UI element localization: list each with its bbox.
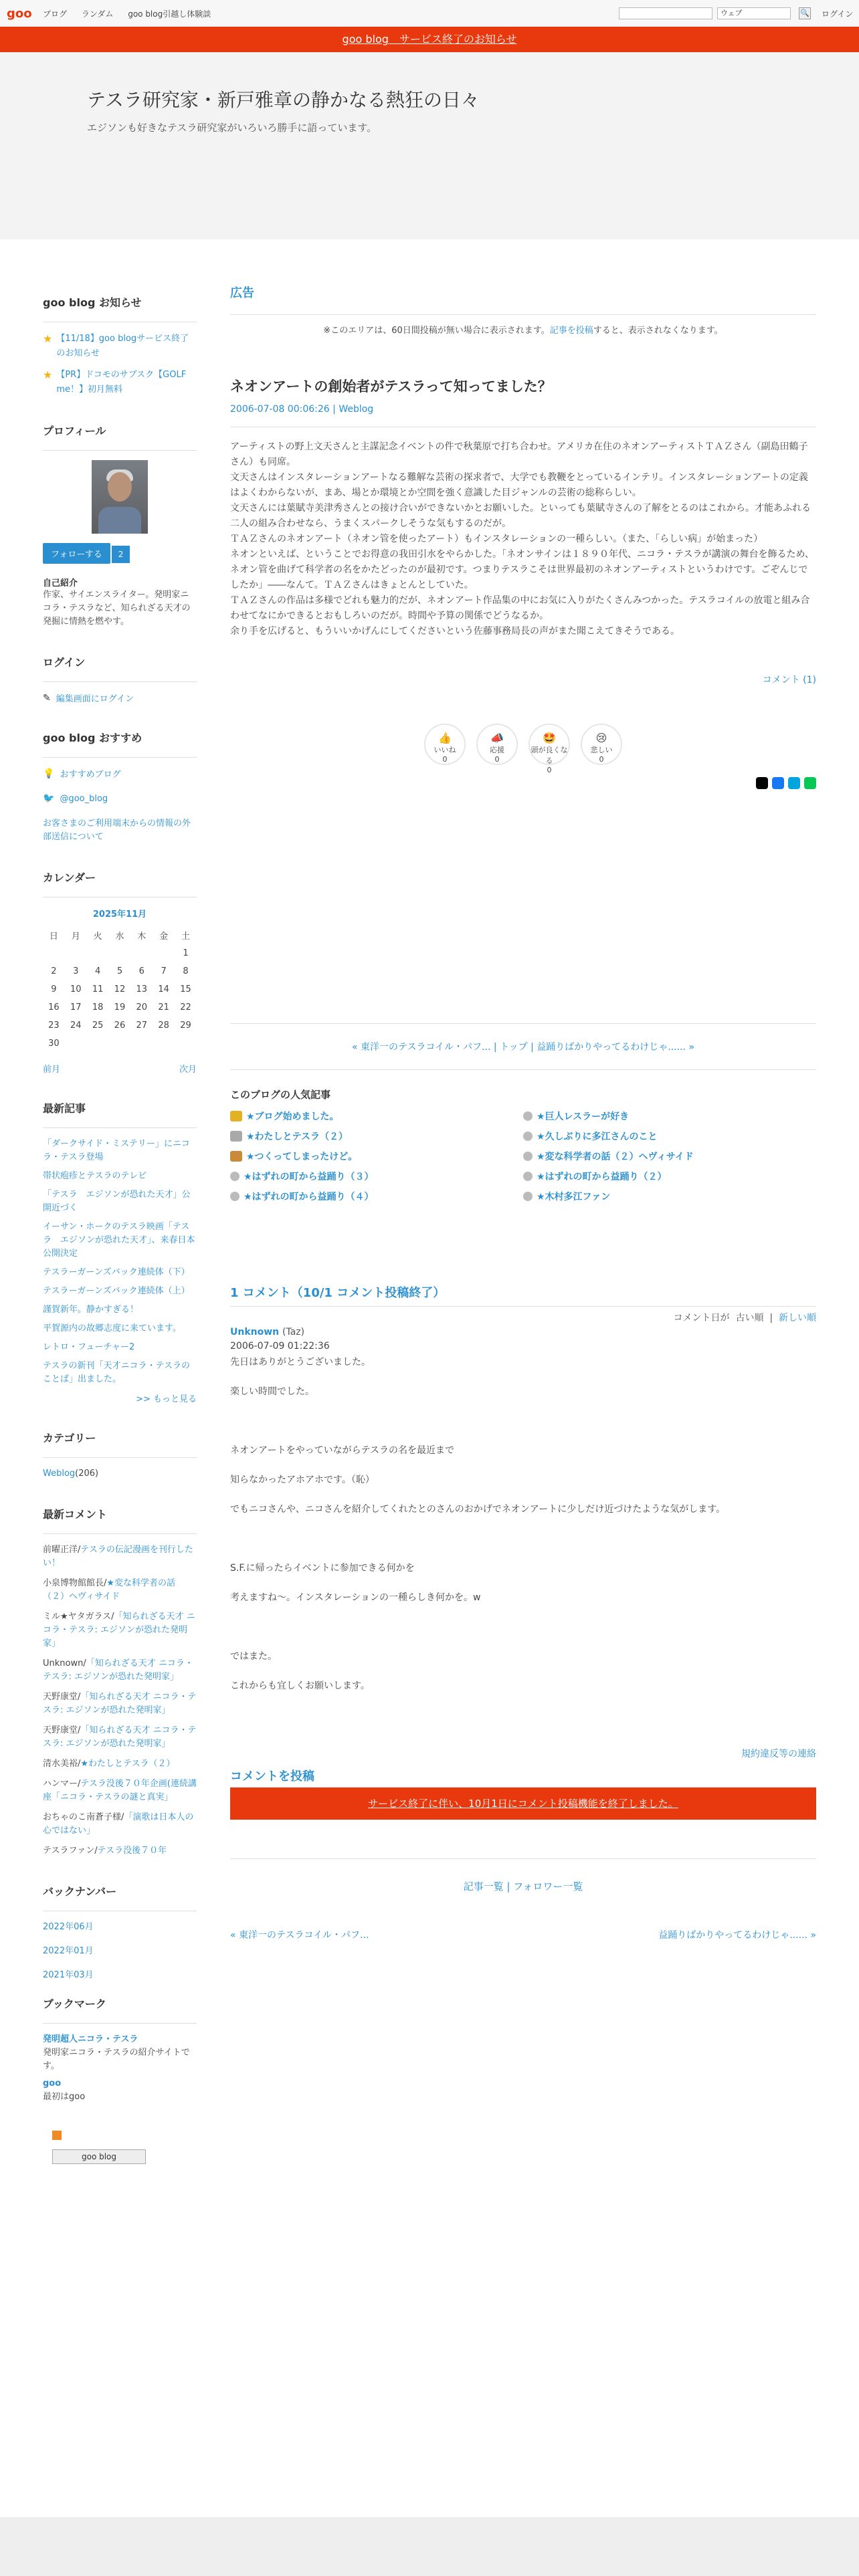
popular-item[interactable]: ★木村多江ファン: [523, 1190, 816, 1203]
comment-body: [230, 1355, 816, 1693]
post-comment-heading: コメントを投稿: [230, 1767, 816, 1788]
calendar-table: [43, 926, 197, 1053]
recent-item[interactable]: 平賀源内の故郷志度に来ています。: [43, 1323, 181, 1333]
comment-line: [230, 1428, 816, 1443]
sort-newest[interactable]: 新しい順: [779, 1313, 816, 1323]
top-nav: [43, 8, 223, 19]
rss-icon[interactable]: [52, 2131, 62, 2140]
profile-heading: プロフィール: [43, 423, 197, 451]
bookmark-heading: ブックマーク: [43, 1996, 197, 2024]
comment-item[interactable]: Unknown/「知られざる天才 ニコラ・テスラ: エジソンが恐れた発明家」: [43, 1658, 193, 1682]
comment-line: 楽しい時間でした。: [230, 1386, 314, 1397]
comment-line: これからも宜しくお願いします。: [230, 1681, 370, 1691]
popular-item[interactable]: ★はずれの町から益踊り（４）: [230, 1190, 523, 1203]
nav-migration[interactable]: goo blog引越し体験談: [128, 9, 211, 19]
popular-item[interactable]: ★ブログ始めました。: [230, 1109, 523, 1123]
footer: [0, 2517, 859, 2576]
recommend-section: [43, 730, 197, 844]
thumbs-up-icon: 👍: [438, 732, 452, 744]
follower-list-link[interactable]: フォロワー一覧: [513, 1881, 583, 1893]
comment-line: [230, 1620, 816, 1634]
recent-item[interactable]: レトロ・フューチャー2: [43, 1342, 135, 1352]
login-section: [43, 654, 197, 704]
profile-section: [43, 423, 197, 629]
bookmark-desc: 発明家ニコラ・テスラの紹介サイトです。: [43, 2048, 190, 2071]
article-list-link[interactable]: 記事一覧: [463, 1881, 504, 1893]
comment-line: でもニコさんや、ニコさんを紹介してくれたとのさんのおかげでネオンアートに少しだけ近づけたような気がします。: [230, 1504, 726, 1515]
reaction-smart[interactable]: 🤩 頭が良くなる 0: [529, 724, 570, 765]
latest-comments-heading: 最新コメント: [43, 1506, 197, 1534]
recent-item[interactable]: 「ダークサイド・ミステリー」にニコラ・テスラ登場: [43, 1139, 190, 1162]
nav-blog[interactable]: ブログ: [43, 9, 68, 19]
calendar-week: 23 24 25 26 27 28 29: [48, 1021, 191, 1031]
comment-item[interactable]: 天野康堂/「知られざる天才 ニコラ・テスラ: エジソンが恐れた発明家」: [43, 1725, 197, 1749]
popular-item[interactable]: ★はずれの町から益踊り（３）: [230, 1170, 523, 1183]
comment-item[interactable]: 天野康堂/「知られざる天才 ニコラ・テスラ: エジソンが恐れた発明家」: [43, 1692, 197, 1715]
category-section: [43, 1430, 197, 1481]
rank-icon: [523, 1132, 533, 1141]
notice-item[interactable]: ★ 【PR】ドコモのサブスク【GOLF me！】初月無料: [43, 368, 197, 397]
calendar-month: 2025年11月: [92, 909, 147, 920]
reaction-buttons: [230, 724, 816, 774]
category-heading: カテゴリー: [43, 1430, 197, 1458]
hatena-share-icon[interactable]: [788, 777, 800, 789]
comment-line: 知らなかったアホアホです。（恥）: [230, 1475, 375, 1485]
top-toolbar: [0, 0, 859, 27]
search-button[interactable]: [799, 7, 811, 19]
goo-blog-badge[interactable]: goo blog: [52, 2149, 146, 2164]
comment-line: [230, 1517, 816, 1531]
follow-button[interactable]: フォローする: [43, 543, 110, 564]
login-link[interactable]: ログイン: [822, 9, 854, 19]
post-title[interactable]: ネオンアートの創始者がテスラって知ってました？: [230, 379, 552, 395]
more-link[interactable]: >> もっと見る: [136, 1394, 197, 1404]
calendar-weekdays: 日 月 火 水 木 金 土: [49, 932, 191, 942]
comments-closed-notice[interactable]: サービス終了に伴い、10月1日にコメント投稿機能を終了しました。: [230, 1788, 816, 1820]
post-article-link[interactable]: 記事を投稿: [549, 326, 593, 336]
blog-header: [0, 52, 859, 239]
backnumber-section: [43, 1883, 197, 1982]
backnumber-item[interactable]: 2022年06月: [43, 1922, 94, 1932]
comment-item[interactable]: ミル★ヤタガラス/「知られざる天才 ニコラ・テスラ: エジソンが恐れた発明家」: [43, 1612, 195, 1648]
calendar-week: 9 10 11 12 13 14 15: [51, 984, 191, 994]
rank-icon: [230, 1192, 240, 1201]
comment-line: [230, 1576, 816, 1590]
comment-line: [230, 1605, 816, 1620]
recent-item[interactable]: テスラーガーンズバック連続体（下）: [43, 1267, 190, 1277]
comment-line: [230, 1634, 816, 1649]
bookmark-section: [43, 1996, 197, 2164]
blog-title[interactable]: テスラ研究家・新戸雅章の静かなる熱狂の日々: [87, 89, 480, 111]
intro-text: 作家、サイエンスライター。発明家ニコラ・テスラなど、知られざる天才の発掘に情熱を燃やす。: [43, 590, 191, 627]
bulb-icon: 💡: [43, 768, 55, 779]
post-body: アーティストの野上文天さんと主謀記念イベントの件で秋葉原で打ち合わせ。アメリカ在住のネオンアーティストＴＡＺさん（副島田鶴子さん）も同席。 文天さんはインスタレーションアートなる難解な芸術の探求者で、大学でも教鞭をとっているインテリ。インスタレーションアートの定義はよくわからないが、まあ、場とか環境とか空間を強く意識した目ジャンルの芸術の総称らしい。 文天さんには葉賦寺美津秀さんとの接け合いができないかとお願いした。といっても葉賦寺さんの了解をとるのはこれから。才能あふれる二人の組み合わせなら、うまくスパークしそうな気もするのだが。 ＴＡＺさんのネオンアート（ネオン管を使ったアート）もインスタレーションの一種らしい。（また、「らしい病」が始まった） ネオンといえば、ということでお得意の我田引水をやらかした。「ネオンサインは１８９０年代、ニコラ・テスラが講演の舞台を飾るため、ネオン管を曲げて科学者の名をかたどったのが最初です。つまりテスラこそは世界最初のネオンアーティストというわけです。ごぞんじでしたか」――なんて。ＴＡＺさんはきょとんとしていた。 ＴＡＺさんの作品は多様でどれも魅力的だが、ネオンアート作品集の中にお気に入りがたくさんみつかった。テスラコイルの放電と組み合わせてなにかできるとおもしろいのだが。時間や予算の関係でどうなるか。 余り手を広げると、もういいかげんにしてくださいという佐藤事務局長の声がまた聞こえてきそうである。: [230, 427, 816, 639]
recent-item[interactable]: 謹賀新年。静かすぎる！: [43, 1305, 139, 1315]
rank-2-icon: [230, 1131, 242, 1142]
comment-sort: コメント日が 古い順 | 新しい順: [673, 1313, 816, 1323]
popular-list: [230, 1109, 816, 1203]
comment-item[interactable]: ハンマー/テスラ没後７０年企画(連続講座「ニコラ・テスラの謎と真実」: [43, 1779, 197, 1802]
avatar[interactable]: [92, 460, 148, 534]
nav-random[interactable]: ランダム: [81, 9, 114, 19]
rank-icon: [230, 1172, 240, 1181]
search-input[interactable]: [619, 7, 712, 19]
comment-line: [230, 1487, 816, 1502]
backnumber-item[interactable]: 2022年01月: [43, 1946, 94, 1956]
rank-icon: [523, 1152, 533, 1161]
recent-heading: 最新記事: [43, 1100, 197, 1128]
bottom-links: 記事一覧 | フォロワー一覧: [230, 1858, 816, 1893]
bookmark-desc: 最初はgoo: [43, 2092, 86, 2102]
next-post-link[interactable]: 益踊りばかりやってるわけじゃ...... »: [537, 1042, 694, 1053]
search-icon: 🔍: [800, 9, 809, 17]
goo-logo[interactable]: goo: [7, 7, 32, 21]
star-face-icon: 🤩: [543, 732, 556, 744]
comment-author: Unknown (Taz): [230, 1327, 305, 1337]
calendar: [43, 907, 197, 1075]
intro-label: 自己紹介: [43, 578, 78, 588]
calendar-week: 16 17 18 19 20 21 22: [48, 1002, 191, 1012]
calendar-section: [43, 869, 197, 1075]
popular-item[interactable]: ★つくってしまったけど。: [230, 1150, 523, 1163]
reaction-sad[interactable]: 😢 悲しい 0: [581, 724, 622, 765]
comment-item[interactable]: 小泉博物館館長/★変な科学者の話（２）ヘヴィサイド: [43, 1578, 176, 1602]
comment-line: [230, 1531, 816, 1546]
comment-line: S.F.に帰ったらイベントに参加できる何かを: [230, 1563, 415, 1574]
comment-line: [230, 1414, 816, 1428]
backnumber-heading: バックナンバー: [43, 1883, 197, 1911]
report-link[interactable]: 規約違反等の連絡: [741, 1749, 816, 1759]
comment-line: [230, 1458, 816, 1473]
comment-count-link[interactable]: コメント (1): [762, 675, 816, 685]
ad-heading: 広告: [230, 286, 254, 300]
popular-item[interactable]: ★はずれの町から益踊り（２）: [523, 1170, 816, 1183]
backnumber-item[interactable]: 2021年03月: [43, 1970, 94, 1980]
blog-description: エジソンも好きなテスラ研究家がいろいろ勝手に語っています。: [87, 122, 377, 134]
top-link[interactable]: トップ: [500, 1042, 528, 1053]
recent-item[interactable]: テスラの新刊「天才ニコラ・テスラのことば」出ました。: [43, 1361, 190, 1384]
twitter-link[interactable]: 🐦 @goo_blog: [43, 793, 108, 804]
calendar-heading: カレンダー: [43, 869, 197, 897]
notice-section: [43, 294, 197, 397]
rank-3-icon: [230, 1151, 242, 1162]
pencil-icon: ✎: [43, 692, 51, 704]
post-date[interactable]: 2006-07-08 00:06:26: [230, 404, 330, 415]
bottom-prev-link[interactable]: « 東洋一のテスラコイル・パフ...: [230, 1930, 369, 1941]
recent-item[interactable]: テスラーガーンズバック連続体（上）: [43, 1286, 190, 1296]
comment-item[interactable]: テスラファン/テスラ没後７０年: [43, 1846, 167, 1856]
comment-item[interactable]: 清水美裕/★わたしとテスラ（２）: [43, 1759, 175, 1769]
popular-item[interactable]: ★巨人レスラーが好き: [523, 1109, 816, 1123]
recommend-blog-link[interactable]: 💡 おすすめブログ: [43, 768, 121, 780]
sort-oldest[interactable]: 古い順: [735, 1313, 764, 1323]
post-category[interactable]: Weblog: [339, 404, 374, 415]
comment-item[interactable]: おちゃのこ南蒼子様/「演歌は日本人の心ではない」: [43, 1812, 194, 1836]
post-pager: « 東洋一のテスラコイル・パフ... | トップ | 益踊りばかりやってるわけじゃ...... »: [230, 1023, 816, 1070]
megaphone-icon: 📣: [490, 732, 504, 744]
notice-heading: goo blog お知らせ: [43, 294, 197, 322]
comment-line: ではまた。: [230, 1651, 277, 1662]
rank-icon: [523, 1172, 533, 1181]
service-end-banner[interactable]: goo blog サービス終了のお知らせ: [0, 27, 859, 52]
line-share-icon[interactable]: [804, 777, 816, 789]
calendar-week: 2 3 4 5 6 7 8: [51, 966, 189, 976]
reaction-like[interactable]: 👍 いいね 0: [424, 724, 466, 765]
login-heading: ログイン: [43, 654, 197, 682]
star-icon: ★: [43, 368, 53, 381]
comment-line: [230, 1370, 816, 1384]
star-icon: ★: [43, 332, 53, 345]
search-scope-select[interactable]: ウェブ: [717, 7, 791, 19]
reaction-cheer[interactable]: 📣 応援 0: [476, 724, 518, 765]
rank-1-icon: [230, 1111, 242, 1121]
share-buttons: [230, 777, 816, 789]
bookmark-title[interactable]: 発明超人ニコラ・テスラ: [43, 2034, 138, 2044]
calendar-week: 30: [48, 1039, 60, 1049]
recent-item[interactable]: 帯状疱疹とテスラのテレビ: [43, 1171, 147, 1181]
calendar-nav: [43, 1062, 197, 1075]
sidebar: [43, 294, 197, 2189]
follow-count[interactable]: 2: [112, 546, 130, 563]
comment-line: 考えますね〜。インスタレーションの一種らしき何かを。w: [230, 1592, 481, 1603]
comments-heading: 1 コメント（10/1 コメント投稿終了）: [230, 1283, 816, 1307]
recent-item[interactable]: イーサン・ホークのテスラ映画「テスラ エジソンが恐れた天才」、来春日本公開決定: [43, 1222, 195, 1259]
bookmark-title[interactable]: goo: [43, 2078, 62, 2088]
notice-item[interactable]: ★ 【11/18】goo blogサービス終了のお知らせ: [43, 332, 197, 361]
popular-item[interactable]: ★久しぶりに多江さんのこと: [523, 1130, 816, 1143]
comment-line: [230, 1546, 816, 1561]
comment-date: 2006-07-09 01:22:36: [230, 1341, 330, 1352]
category-item[interactable]: Weblog(206): [43, 1469, 99, 1479]
twitter-icon: 🐦: [43, 793, 55, 804]
main-content: [230, 284, 816, 1941]
bottom-next-link[interactable]: 益踊りばかりやってるわけじゃ...... »: [658, 1930, 816, 1941]
calendar-prev-link[interactable]: 前月: [43, 1065, 61, 1075]
facebook-share-icon[interactable]: [772, 777, 784, 789]
sad-face-icon: 😢: [595, 732, 607, 744]
recent-section: [43, 1100, 197, 1404]
recommend-heading: goo blog おすすめ: [43, 730, 197, 758]
comment-line: [230, 1399, 816, 1414]
comment-item[interactable]: 前曜正洋/テスラの伝記漫画を刊行したい！: [43, 1545, 193, 1568]
comment-line: [230, 1664, 816, 1679]
rank-icon: [523, 1111, 533, 1121]
popular-heading: このブログの人気記事: [230, 1089, 331, 1101]
rank-icon: [523, 1192, 533, 1201]
edit-login-link[interactable]: ✎ 編集画面にログイン: [43, 692, 134, 704]
popular-item[interactable]: ★わたしとテスラ（２）: [230, 1130, 523, 1143]
latest-comments-section: [43, 1506, 197, 1858]
recent-item[interactable]: 「テスラ エジソンが恐れた天才」公開近づく: [43, 1190, 191, 1213]
ad-area: ※このエリアは、60日間投稿が無い場合に表示されます。記事を投稿すると、表示されなくなります。: [230, 314, 816, 362]
comment-line: 先日はありがとうございました。: [230, 1357, 371, 1368]
post-meta: 2006-07-08 00:06:26 | Weblog: [230, 404, 374, 415]
external-info-link[interactable]: お客さまのご利用端末からの情報の外部送信について: [43, 819, 191, 842]
x-share-icon[interactable]: [756, 777, 768, 789]
popular-item[interactable]: ★変な科学者の話（２）ヘヴィサイド: [523, 1150, 816, 1163]
calendar-next-link[interactable]: 次月: [179, 1065, 197, 1075]
calendar-week: 1: [183, 948, 189, 958]
comment-line: ネオンアートをやっていながらテスラの名を最近まで: [230, 1445, 455, 1456]
bottom-pager: [230, 1928, 816, 1941]
prev-post-link[interactable]: « 東洋一のテスラコイル・パフ...: [352, 1042, 491, 1053]
